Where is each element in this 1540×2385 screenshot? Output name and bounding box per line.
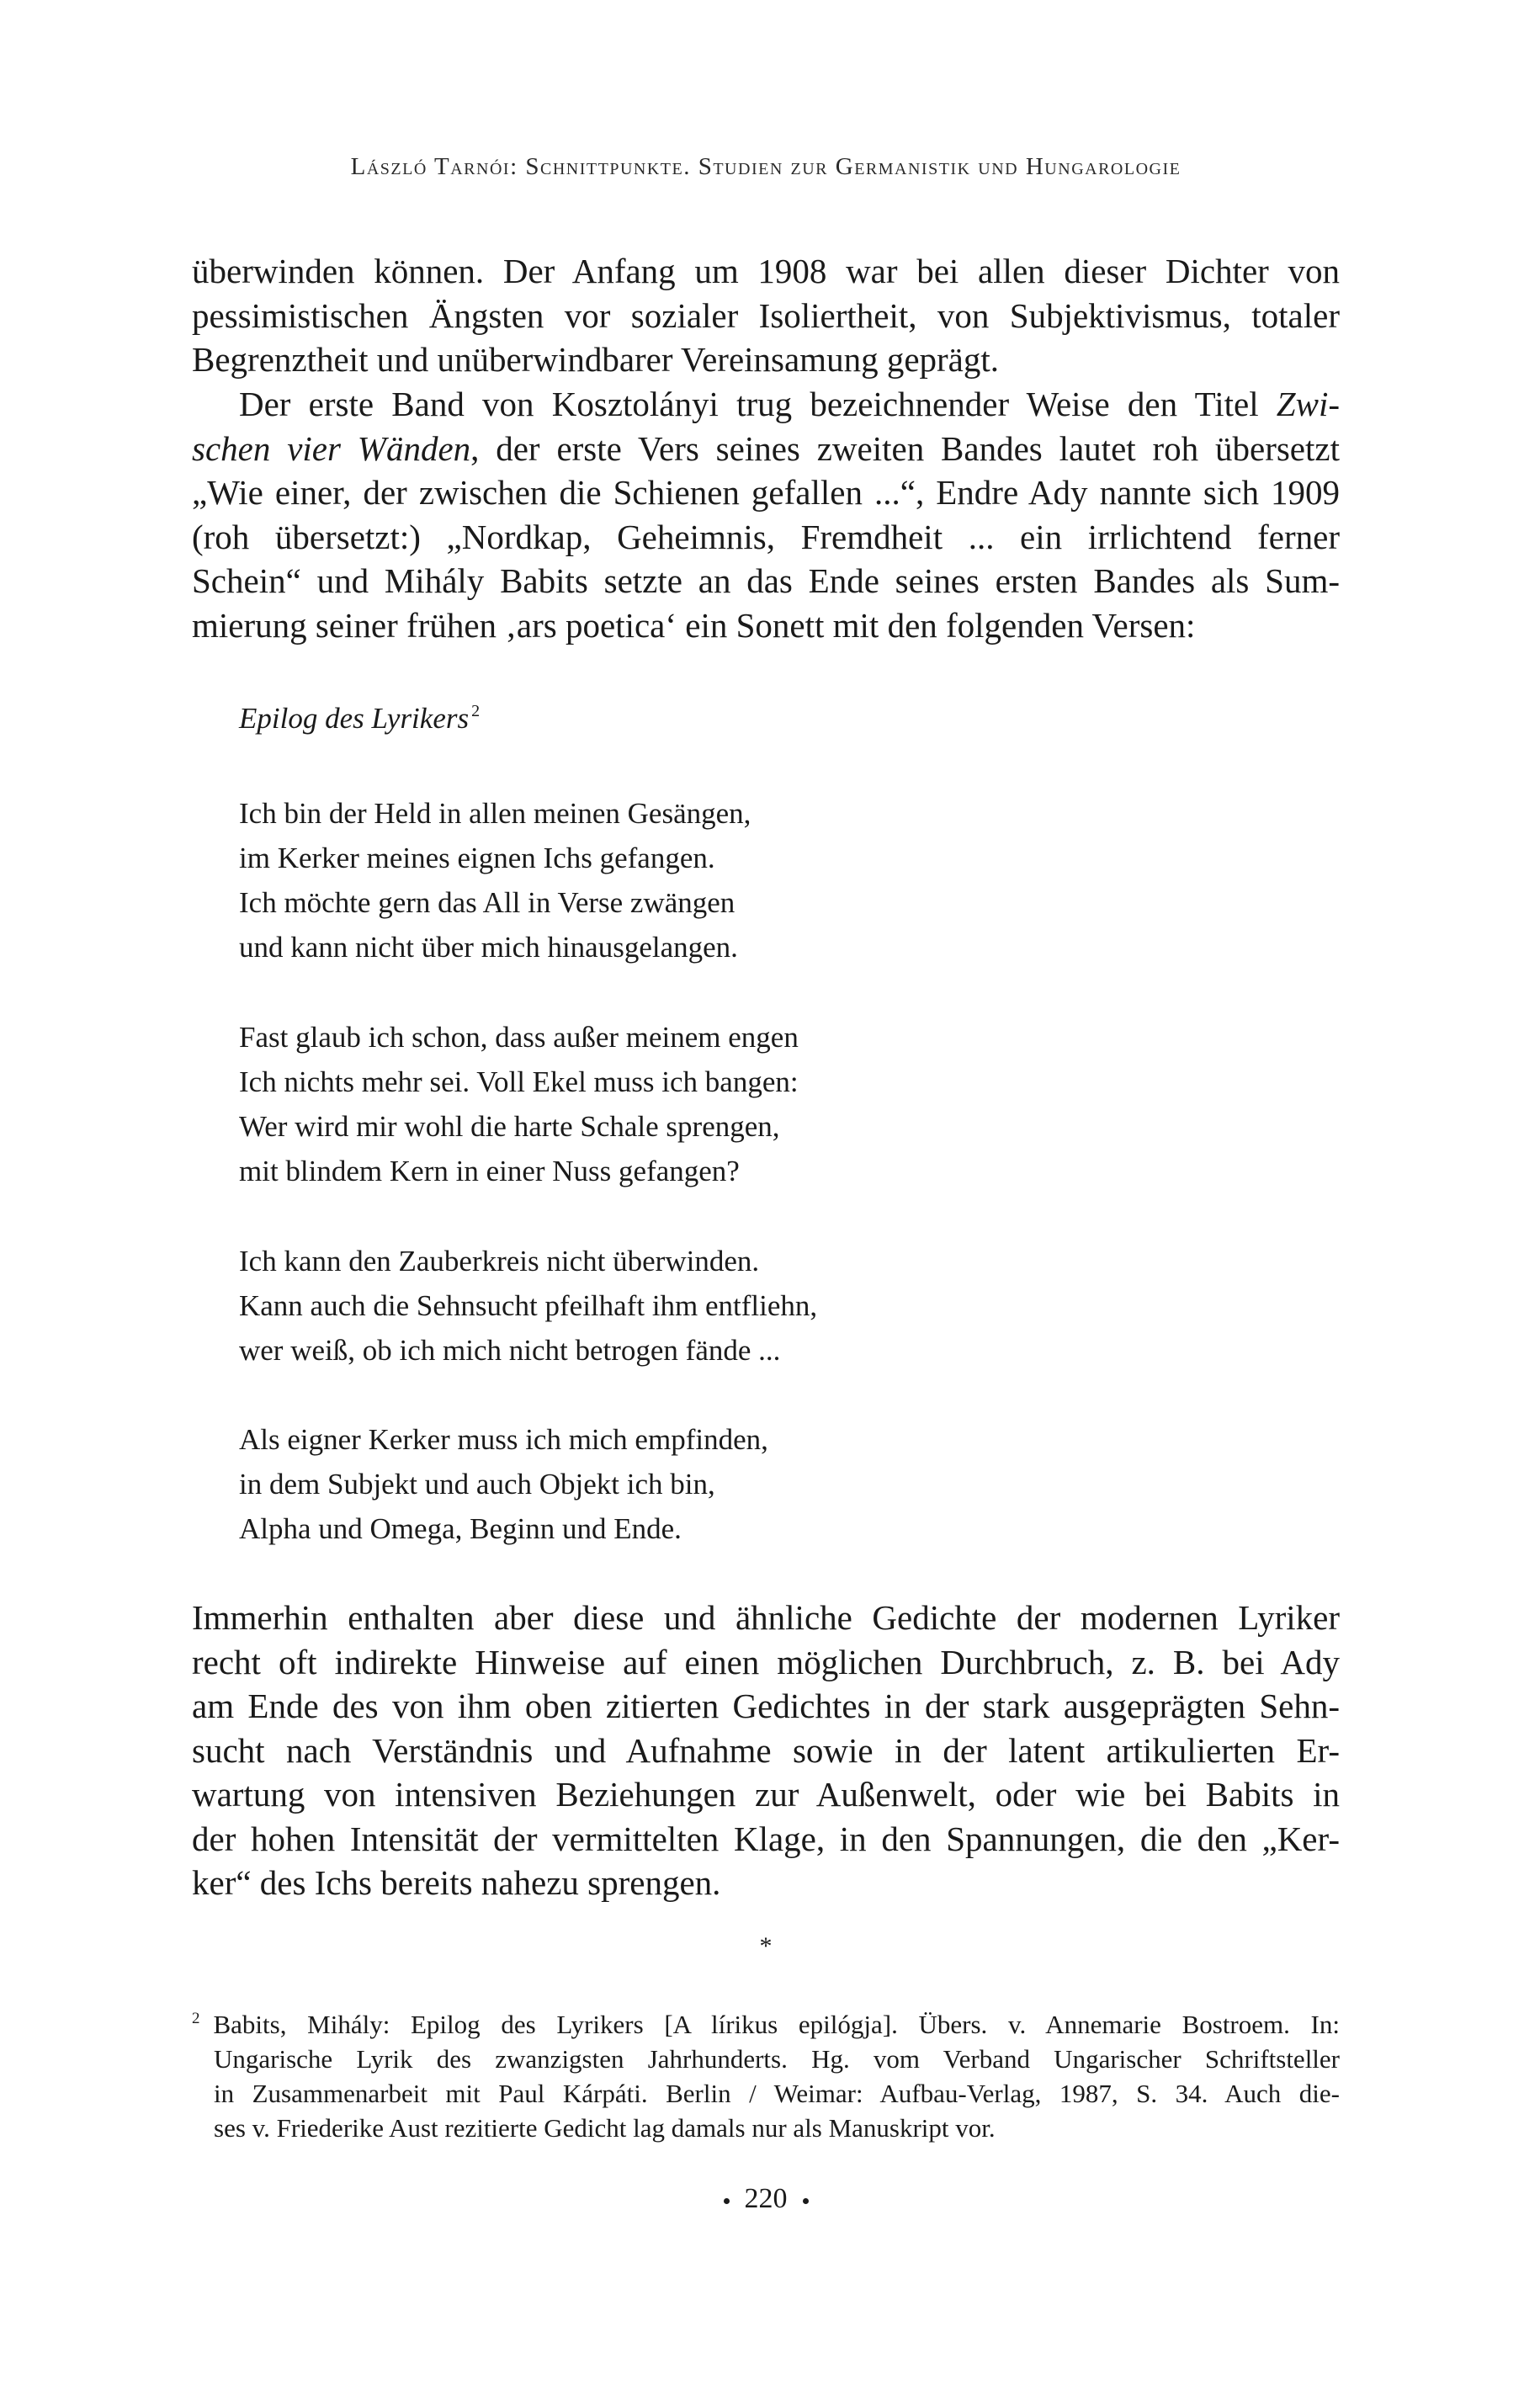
poem-line: im Kerker meines eignen Ichs gefangen. [239,842,715,874]
poem-line: Wer wird mir wohl die harte Schale sprengen, [239,1110,780,1143]
poem-title-text: Epilog des Lyrikers [239,702,470,735]
text-line: pessimistischen Ängsten vor sozialer Isoliertheit, von Subjektivismus, totaler [192,295,1340,335]
poem-line: Ich bin der Held in allen meinen Gesängen, [239,797,751,830]
poem-stanza-2 [239,1015,799,1193]
poem-line: in dem Subjekt und auch Objekt ich bin, [239,1468,715,1501]
footnote-reference: 2 [471,702,481,720]
book-page [192,0,1340,2385]
text-line: Immerhin enthalten aber diese und ähnliche Gedichte der modernen Lyriker [192,1598,1340,1637]
text-line: mierung seiner frühen ‚ars poetica‘ ein Sonett mit den folgenden Versen: [192,605,1196,645]
text-line: recht oft indirekte Hinweise auf einen möglichen Durchbruch, z. B. bei Ady [192,1642,1340,1681]
poem-line: Ich möchte gern das All in Verse zwängen [239,886,735,919]
text-line: ker“ des Ichs bereits nahezu sprengen. [192,1863,721,1902]
footnote-line: Ungarische Lyrik des zwanzigsten Jahrhunderts. Hg. vom Verband Ungarischer Schriftsteller [214,2044,1340,2074]
book-title-italic: Zwi- [1276,385,1340,423]
poem-line: mit blindem Kern in einer Nuss gefangen? [239,1155,740,1187]
poem-line: Ich nichts mehr sei. Voll Ekel muss ich bangen: [239,1065,799,1098]
paragraph-3 [192,1596,1340,1905]
text-line [192,382,1340,427]
poem-line: Als eigner Kerker muss ich mich empfinden, [239,1423,768,1456]
poem-line: Alpha und Omega, Beginn und Ende. [239,1512,682,1545]
poem-line: Ich kann den Zauberkreis nicht überwinden. [239,1245,760,1277]
poem-stanza-4 [239,1417,768,1551]
text-line: Begrenztheit und unüberwindbarer Vereinsamung geprägt. [192,340,1000,379]
book-title-italic: schen vier Wänden [192,428,471,468]
text-fragment: Der erste Band von Kosztolányi trug bezeichnender Weise den Titel [239,385,1277,423]
footnote-mark: 2 [192,2010,200,2027]
text-line: am Ende des von ihm oben zitierten Gedichtes in der stark ausgeprägten Sehn- [192,1686,1340,1725]
text-line [192,427,1340,471]
bullet-ornament [724,2198,730,2204]
paragraph-2 [192,382,1340,647]
paragraph-1 [192,249,1340,382]
footnote-line [192,2001,1340,2042]
text-line: der hohen Intensität der vermittelten Klage, in den Spannungen, die den „Ker- [192,1819,1340,1858]
bullet-ornament [803,2198,809,2204]
poem-line: Kann auch die Sehnsucht pfeilhaft ihm entfliehn, [239,1289,818,1322]
poem-stanza-3 [239,1239,817,1373]
footnote-text: Babits, Mihály: Epilog des Lyrikers [A lírikus epilógja]. Übers. v. Annemarie Bostroem. In: [213,2010,1340,2039]
text-line: Schein“ und Mihály Babits setzte an das Ende seines ersten Bandes als Sum- [192,561,1340,600]
text-line: wartung von intensiven Beziehungen zur Außenwelt, oder wie bei Babits in [192,1775,1340,1814]
text-line: sucht nach Verständnis und Aufnahme sowie in der latent artikulierten Er- [192,1730,1340,1770]
poem-stanza-1 [239,791,751,969]
footnote-line: in Zusammenarbeit mit Paul Kárpáti. Berlin / Weimar: Aufbau-Verlag, 1987, S. 34. Auch die- [214,2079,1340,2108]
poem-line: Fast glaub ich schon, dass außer meinem engen [239,1021,799,1054]
page-number [192,2183,1340,2215]
poem-title [239,702,480,736]
footnote [192,2001,1340,2145]
poem-line: und kann nicht über mich hinausgelangen. [239,931,738,964]
text-line: „Wie einer, der zwischen die Schienen gefallen ...“, Endre Ady nannte sich 1909 [192,473,1340,512]
page-number-text: 220 [744,2183,788,2214]
text-line: (roh übersetzt:) „Nordkap, Geheimnis, Fremdheit ... ein irrlichtend ferner [192,517,1340,556]
footnote-line: ses v. Friederike Aust rezitierte Gedicht lag damals nur als Manuskript vor. [214,2113,996,2143]
poem-line: wer weiß, ob ich mich nicht betrogen fände ... [239,1334,781,1367]
text-fragment: , der erste Vers seines zweiten Bandes lautet roh übersetzt [470,428,1340,468]
running-head: László Tarnói: Schnittpunkte. Studien zur Germanistik und Hungarologie [350,153,1182,180]
text-line: überwinden können. Der Anfang um 1908 war bei allen dieser Dichter von [192,252,1340,290]
section-separator: * [759,1932,773,1960]
